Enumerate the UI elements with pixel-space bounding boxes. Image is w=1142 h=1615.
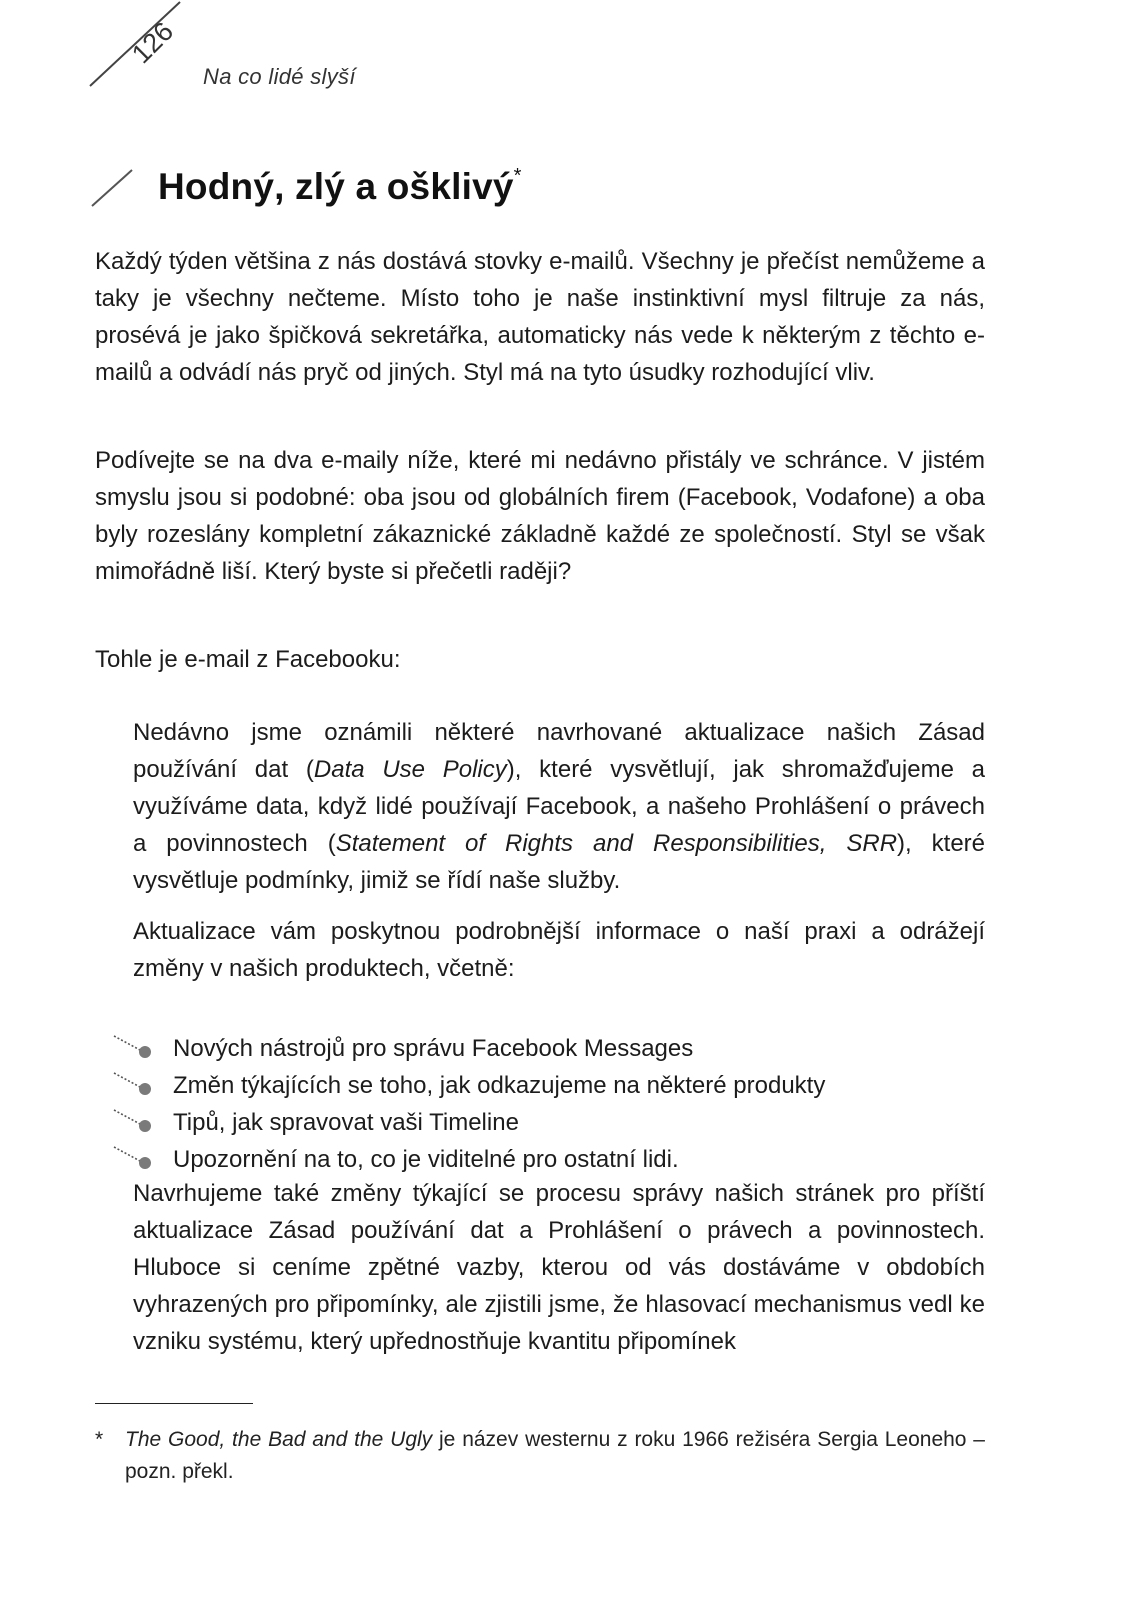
page-number: 126: [126, 16, 180, 70]
chapter-title: [158, 166, 522, 208]
footnote-reference: *: [513, 164, 522, 187]
list-item: [112, 1067, 825, 1104]
email-paragraph-2: Aktualizace vám poskytnou podrobnější informace o naší praxi a odrážejí změny v našich produktech, včetně:: [133, 918, 985, 982]
list-item: [112, 1030, 825, 1067]
bullet-dot-icon: [112, 1069, 156, 1099]
footnote: [95, 1424, 985, 1488]
email-text: ), které vysvětlují, jak shromažďujeme a využíváme data, když lidé používají Facebook, a našeho Prohlášení o právech a povinnostech (: [133, 756, 986, 857]
list-item: [112, 1104, 825, 1141]
bullet-dot-icon: [112, 1032, 156, 1062]
title-slash-decoration: [90, 168, 136, 208]
email-text: Nedávno jsme oznámili některé navrhované aktualizace našich Zásad používání dat (: [133, 719, 985, 783]
footnote-mark: *: [95, 1428, 104, 1451]
bullet-dot-icon: [112, 1143, 156, 1173]
footnote-body: je název westernu z roku 1966 režiséra Sergia Leoneho – pozn. překl.: [125, 1428, 985, 1483]
bullet-text: Změn týkajících se toho, jak odkazujeme na některé produkty: [173, 1072, 826, 1099]
email-paragraph-1: [133, 714, 985, 899]
footnote-text: [95, 1424, 985, 1488]
paragraph-1: Každý týden většina z nás dostává stovky e-mailů. Všechny je přečíst nemůžeme a taky je všechny nečteme. Místo toho je naše instinktivní mysl filtruje za nás, prosévá je jako špičková sekretářka, automaticky nás vede k některým z těchto e-mailů a odvádí nás pryč od jiných. Styl má na tyto úsudky rozhodující vliv.: [95, 248, 985, 386]
bullet-dot-icon: [112, 1106, 156, 1136]
paragraph-3: Tohle je e-mail z Facebooku:: [95, 646, 401, 673]
email-text: ), které vysvětluje podmínky, jimiž se řídí naše služby.: [133, 830, 986, 894]
bullet-list: [112, 1030, 825, 1178]
chapter-title-text: Hodný, zlý a ošklivý: [158, 166, 514, 207]
list-item: [112, 1141, 825, 1178]
footnote-film-title: The Good, the Bad and the Ugly: [125, 1428, 433, 1451]
email-paragraph-3: Navrhujeme také změny týkající se procesu správy našich stránek pro příští aktualizace Zásad používání dat a Prohlášení o právech a povinnostech. Hluboce si ceníme zpětné vazby, kterou od vás dostáváme v obdobích vyhrazených pro připomínky, ale zjistili jsme, že hlasovací mechanismus vedl ke vzniku systému, který upřednostňuje kvantitu připomínek: [133, 1180, 985, 1355]
running-head: Na co lidé slyší: [203, 64, 356, 89]
email-italic-term: Data Use Policy: [313, 756, 507, 783]
bullet-text: Tipů, jak spravovat vaši Timeline: [173, 1109, 519, 1136]
email-italic-term: Statement of Rights and Responsibilities, SRR: [335, 830, 898, 857]
footnote-rule: [95, 1403, 253, 1404]
bullet-text: Upozornění na to, co je viditelné pro ostatní lidi.: [173, 1146, 679, 1173]
paragraph-2: Podívejte se na dva e-maily níže, které mi nedávno přistály ve schránce. V jistém smyslu jsou si podobné: oba jsou od globálních firem (Facebook, Vodafone) a oba byly rozeslány kompletní zákaznické základně každé ze společností. Styl se však mimořádně liší. Který byste si přečetli raději?: [95, 447, 985, 585]
bullet-text: Nových nástrojů pro správu Facebook Messages: [173, 1035, 694, 1062]
